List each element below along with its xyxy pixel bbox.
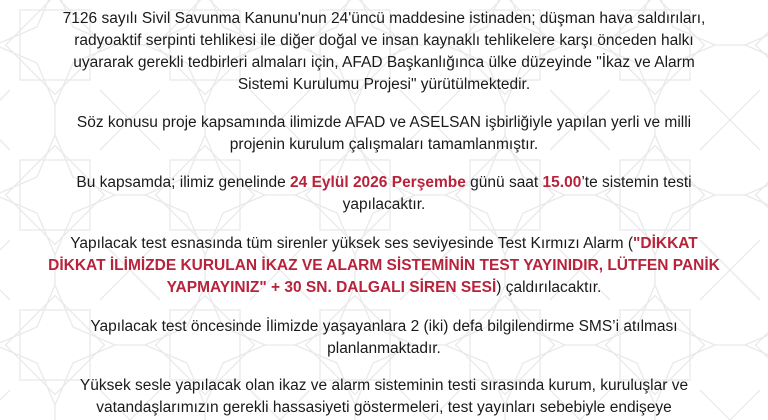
text-line bbox=[0, 338, 768, 360]
paragraph-5 bbox=[0, 316, 768, 360]
text-line bbox=[0, 316, 768, 338]
text-line bbox=[0, 255, 768, 277]
paragraph-6 bbox=[0, 375, 768, 419]
text-segment: uyararak gerekli tedbirleri almaları için, AFAD Başkanlığınca ülke düzeyinde "İkaz ve Alarm bbox=[73, 54, 695, 71]
highlighted-text: 24 Eylül 2026 Perşembe bbox=[290, 174, 466, 191]
text-segment: planlanmaktadır. bbox=[327, 340, 441, 357]
paragraph-4 bbox=[0, 233, 768, 299]
text-line bbox=[0, 375, 768, 397]
text-segment: Yüksek sesle yapılacak olan ikaz ve alarm sisteminin testi sırasında kurum, kuruluşlar ve bbox=[79, 377, 689, 394]
text-line bbox=[0, 277, 768, 299]
text-line bbox=[0, 8, 768, 30]
text-line bbox=[0, 233, 768, 255]
text-line bbox=[0, 397, 768, 419]
text-segment: Söz konusu proje kapsamında ilimizde AFAD ve ASELSAN işbirliğiyle yapılan yerli ve milli bbox=[76, 114, 692, 131]
text-segment: vatandaşlarımızın gerekli hassasiyeti göstermeleri, test yayınları sebebiyle endişeye bbox=[96, 399, 672, 416]
text-line bbox=[0, 134, 768, 156]
text-line bbox=[0, 30, 768, 52]
text-line bbox=[0, 172, 768, 194]
highlighted-text: 15.00 bbox=[542, 174, 582, 191]
text-segment: projenin kurulum çalışmaları tamamlanmıştır. bbox=[229, 136, 539, 153]
paragraph-2 bbox=[0, 112, 768, 156]
text-segment: ’te sistemin testi bbox=[581, 174, 692, 191]
paragraph-1 bbox=[0, 8, 768, 96]
paragraph-3 bbox=[0, 172, 768, 216]
text-line bbox=[0, 194, 768, 216]
text-segment: 7126 sayılı Sivil Savunma Kanunu'nun 24'üncü maddesine istinaden; düşman hava saldırıları, bbox=[62, 10, 706, 27]
text-segment: Bu kapsamda; ilimiz genelinde bbox=[76, 174, 291, 191]
highlighted-text: "DİKKAT bbox=[633, 235, 698, 252]
text-segment: Sistemi Kurulumu Projesi" yürütülmektedir. bbox=[237, 76, 531, 93]
highlighted-text: YAPMAYINIZ" + 30 SN. DALGALI SİREN SESİ bbox=[166, 279, 497, 296]
text-line bbox=[0, 74, 768, 96]
highlighted-text: DİKKAT İLİMİZDE KURULAN İKAZ VE ALARM SİSTEMİNİN TEST YAYINIDIR, LÜTFEN PANİK bbox=[48, 257, 720, 274]
text-line bbox=[0, 112, 768, 134]
text-segment: ) çaldırılacaktır. bbox=[496, 279, 602, 296]
text-segment: radyoaktif serpinti tehlikesi ile diğer doğal ve insan kaynaklı tehlikelere karşı önceden halkı bbox=[74, 32, 694, 49]
text-segment: yapılacaktır. bbox=[342, 196, 426, 213]
text-segment: Yapılacak test öncesinde İlimizde yaşayanlara 2 (iki) defa bilgilendirme SMS’i atılması bbox=[90, 318, 678, 335]
text-segment: günü saat bbox=[465, 174, 543, 191]
text-line bbox=[0, 52, 768, 74]
text-segment: Yapılacak test esnasında tüm sirenler yüksek ses seviyesinde Test Kırmızı Alarm ( bbox=[70, 235, 634, 252]
